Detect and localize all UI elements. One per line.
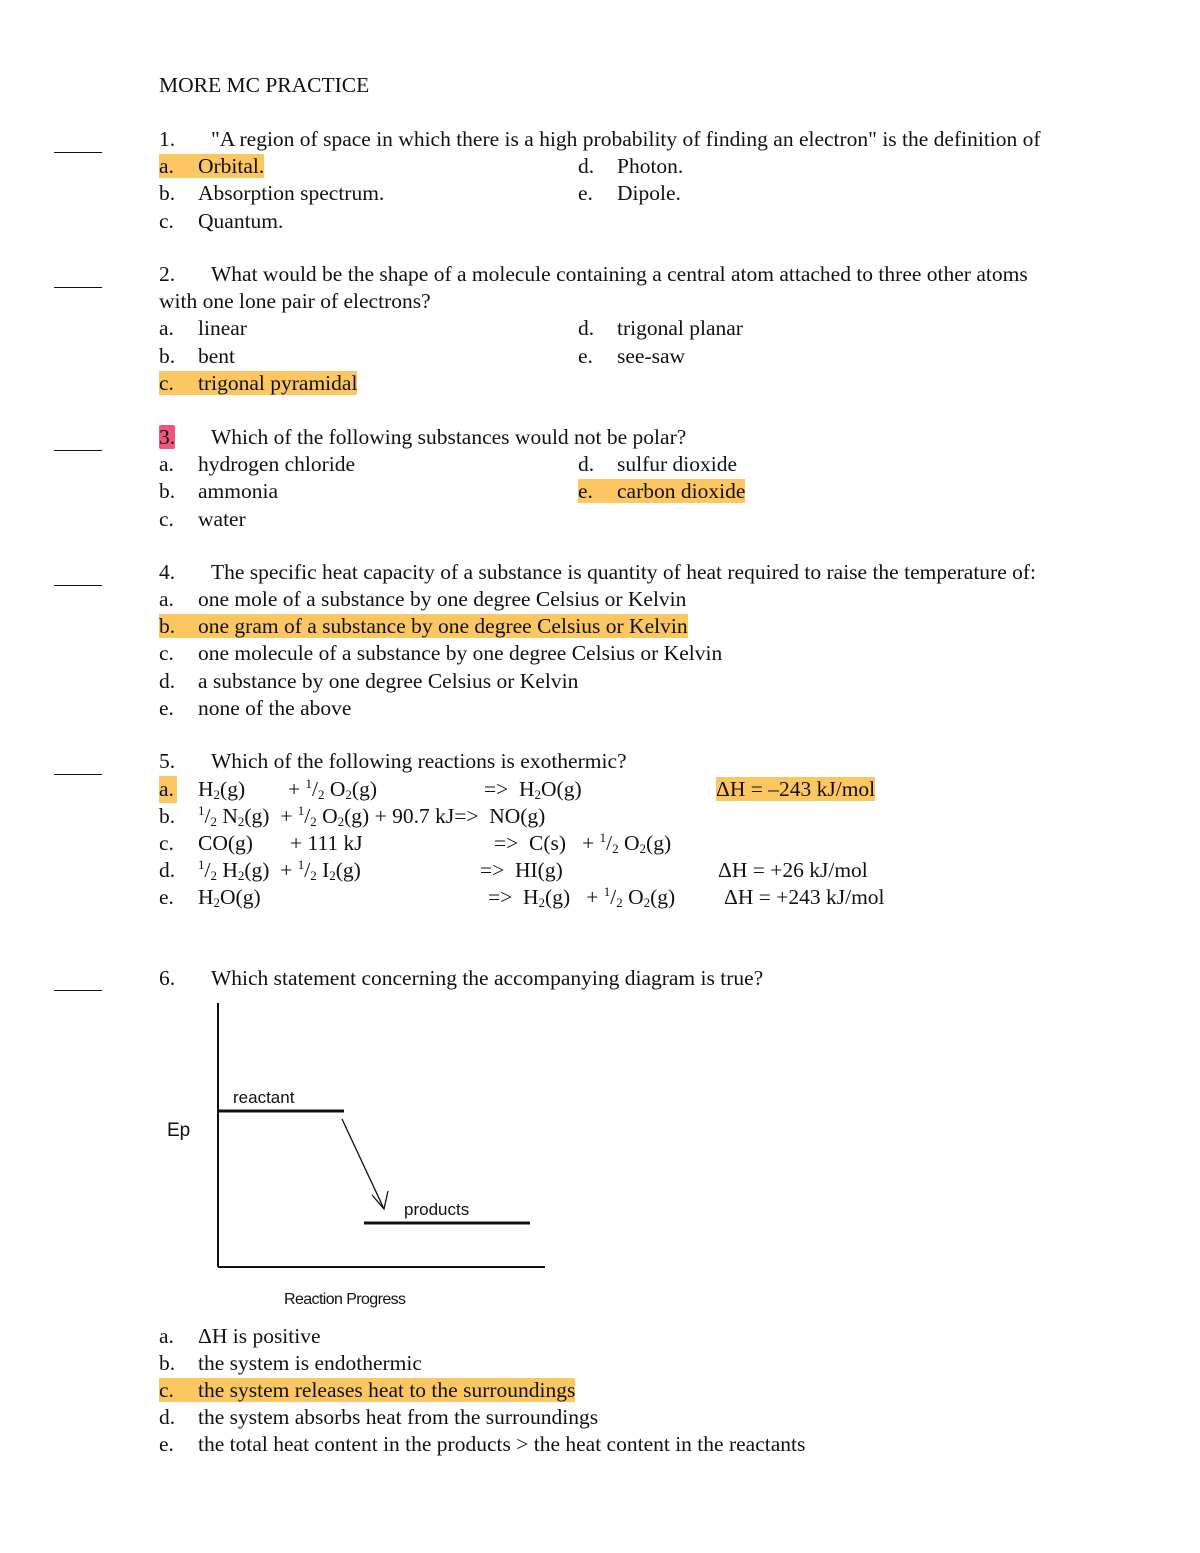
answer-blank-2[interactable] [54, 287, 102, 288]
q4-option-a[interactable] [159, 586, 686, 613]
q5-a-reactant-o2: + $^1/_2$ $O_2(g)$ [288, 776, 377, 802]
q5-c-reactant: CO(g) [198, 831, 253, 855]
option-text: Dipole. [617, 181, 681, 205]
q4-option-c[interactable] [159, 640, 722, 667]
option-text: a substance by one degree Celsius or Kelvin [198, 669, 579, 693]
q5-option-b[interactable] [159, 803, 198, 830]
option-letter: b. [159, 181, 176, 205]
option-letter: a. [159, 776, 177, 803]
q2-option-c[interactable] [159, 370, 357, 397]
option-text: carbon dioxide [617, 479, 746, 503]
option-text: the total heat content in the products > the heat content in the reactants [198, 1432, 806, 1456]
q5-e-reactant: $H_2O(g)$ [198, 885, 261, 910]
option-letter: d. [159, 1405, 176, 1429]
option-text: hydrogen chloride [198, 452, 356, 476]
q5-d-reactants: $^1/_2$ $H_2(g) + ^1/_2$ $I_2(g)$ [198, 857, 361, 883]
question-6-stem [159, 965, 763, 992]
q5-a-product: => $H_2O(g)$ [484, 777, 582, 802]
q5-e-enthalpy: ΔH = +243 kJ/mol [724, 885, 885, 909]
q4-option-b[interactable] [159, 613, 688, 640]
x-axis-label: Reaction Progress [284, 1291, 406, 1308]
energy-diagram [150, 995, 570, 1315]
question-5-stem [159, 748, 627, 775]
option-text: ΔH is positive [198, 1324, 321, 1348]
option-letter: e. [578, 344, 593, 368]
question-3-stem [159, 424, 686, 451]
q3-option-c[interactable] [159, 506, 246, 533]
q6-option-a[interactable] [159, 1323, 321, 1350]
question-text: Which of the following substances would not be polar? [211, 425, 687, 449]
option-text: the system is endothermic [198, 1351, 422, 1375]
option-letter: e. [578, 181, 593, 205]
option-letter: b. [159, 804, 176, 828]
reaction-arrow [342, 1119, 384, 1209]
option-letter: c. [159, 831, 174, 855]
option-letter: e. [159, 696, 174, 720]
q3-option-e[interactable] [578, 478, 745, 505]
question-text: "A region of space in which there is a high probability of finding an electron" is the definition of [211, 127, 1041, 151]
q5-option-e[interactable] [159, 884, 198, 911]
option-text: Photon. [617, 154, 684, 178]
q1-option-c[interactable] [159, 208, 283, 235]
option-letter: d. [578, 316, 595, 340]
answer-blank-6[interactable] [54, 990, 102, 991]
products-label: products [404, 1200, 470, 1219]
option-letter: b. [159, 1351, 176, 1375]
option-text: water [198, 507, 246, 531]
answer-blank-3[interactable] [54, 450, 102, 451]
q5-a-reactant-h2: $H_2(g)$ [198, 777, 246, 802]
option-text: one molecule of a substance by one degree Celsius or Kelvin [198, 641, 723, 665]
question-text: Which of the following reactions is exothermic? [211, 749, 627, 773]
option-text: Quantum. [198, 209, 284, 233]
q5-b-energy: + 90.7 kJ [374, 804, 455, 828]
q6-option-c[interactable] [159, 1377, 575, 1404]
option-letter: a. [159, 1324, 174, 1348]
q1-option-b[interactable] [159, 180, 384, 207]
question-2-stem [159, 261, 1028, 288]
question-number: 3. [159, 425, 176, 449]
option-letter: c. [159, 371, 174, 395]
option-letter: a. [159, 452, 174, 476]
q5-e-product: => $H_2(g) + ^1/_2$ $O_2(g)$ [488, 884, 676, 910]
option-letter: b. [159, 344, 176, 368]
option-text: sulfur dioxide [617, 452, 738, 476]
option-text: trigonal pyramidal [198, 371, 358, 395]
option-letter: c. [159, 507, 174, 531]
q2-option-e[interactable] [578, 343, 685, 370]
q5-c-product: => $C(s) + ^1/_2$ $O_2(g)$ [494, 830, 672, 856]
q4-option-d[interactable] [159, 668, 578, 695]
option-letter: e. [578, 479, 593, 503]
option-letter: e. [159, 885, 174, 909]
page-title: MORE MC PRACTICE [159, 73, 370, 97]
option-text: ammonia [198, 479, 279, 503]
q5-d-enthalpy: ΔH = +26 kJ/mol [718, 858, 868, 882]
q5-option-a[interactable] [159, 776, 198, 803]
option-letter: d. [159, 669, 176, 693]
option-letter: c. [159, 641, 174, 665]
q5-d-product: => HI(g) [480, 858, 563, 882]
question-text: The specific heat capacity of a substance is quantity of heat required to raise the temperature of: [211, 560, 1037, 584]
option-letter: a. [159, 587, 174, 611]
q6-option-b[interactable] [159, 1350, 422, 1377]
option-letter: a. [159, 154, 174, 178]
q6-option-e[interactable] [159, 1431, 805, 1458]
question-4-stem [159, 559, 1036, 586]
option-letter: d. [578, 154, 595, 178]
option-text: none of the above [198, 696, 352, 720]
question-2-stem-cont: with one lone pair of electrons? [159, 289, 431, 313]
question-text: What would be the shape of a molecule containing a central atom attached to three other atoms [211, 262, 1028, 286]
option-text: Orbital. [198, 154, 265, 178]
q6-option-d[interactable] [159, 1404, 598, 1431]
question-number: 4. [159, 560, 176, 584]
option-text: one gram of a substance by one degree Celsius or Kelvin [198, 614, 688, 638]
answer-blank-5[interactable] [54, 774, 102, 775]
q5-b-equation: $^1/_2$ $N_2(g) + ^1/_2$ $O_2(g) + 90.7$ kJ=> NO(g) [198, 803, 546, 829]
option-text: the system absorbs heat from the surroundings [198, 1405, 599, 1429]
q5-a-enthalpy: ΔH = –243 kJ/mol [716, 777, 876, 801]
q2-option-d[interactable] [578, 315, 743, 342]
question-1-stem [159, 126, 1041, 153]
q4-option-e[interactable] [159, 695, 351, 722]
option-text: bent [198, 344, 236, 368]
option-letter: a. [159, 316, 174, 340]
question-text: Which statement concerning the accompanying diagram is true? [211, 966, 764, 990]
question-number: 6. [159, 966, 176, 990]
q3-option-a[interactable] [159, 451, 355, 478]
option-letter: c. [159, 1378, 174, 1402]
option-letter: b. [159, 479, 176, 503]
reactant-label: reactant [233, 1088, 295, 1107]
question-number: 5. [159, 749, 176, 773]
option-letter: d. [578, 452, 595, 476]
option-text: linear [198, 316, 247, 340]
option-text: the system releases heat to the surroundings [198, 1378, 576, 1402]
answer-blank-4[interactable] [54, 585, 102, 586]
option-text: see-saw [617, 344, 686, 368]
option-letter: c. [159, 209, 174, 233]
q2-option-b[interactable] [159, 343, 235, 370]
option-text: Absorption spectrum. [198, 181, 385, 205]
option-letter: d. [159, 858, 176, 882]
q1-option-a[interactable] [159, 153, 264, 180]
q3-option-b[interactable] [159, 478, 278, 505]
q3-option-d[interactable] [578, 451, 737, 478]
y-axis-label: Ep [167, 1120, 191, 1141]
q1-option-e[interactable] [578, 180, 681, 207]
q2-option-a[interactable] [159, 315, 247, 342]
q1-option-d[interactable] [578, 153, 683, 180]
option-text: trigonal planar [617, 316, 743, 340]
q5-c-energy: + 111 kJ [290, 831, 363, 855]
option-letter: b. [159, 614, 176, 638]
option-text: one mole of a substance by one degree Celsius or Kelvin [198, 587, 687, 611]
question-number: 2. [159, 262, 176, 286]
q5-option-c[interactable] [159, 830, 198, 857]
answer-blank-1[interactable] [54, 152, 102, 153]
q5-option-d[interactable] [159, 857, 198, 884]
option-letter: e. [159, 1432, 174, 1456]
question-number: 1. [159, 127, 176, 151]
